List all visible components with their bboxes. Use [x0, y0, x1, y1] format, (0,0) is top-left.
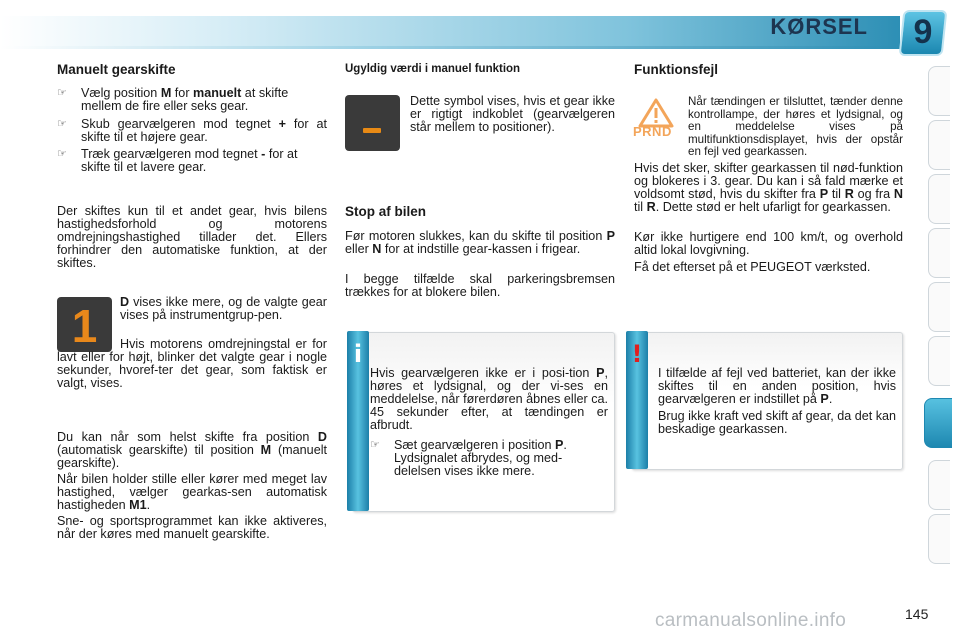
paragraph: Brug ikke kraft ved skift af gear, da det kan beskadige gearkassen. — [658, 409, 897, 436]
watermark: carmanualsonline.info — [655, 610, 847, 631]
chapter-tab[interactable] — [928, 228, 950, 278]
chapter-title: KØRSEL — [770, 14, 868, 39]
chapter-number: 9 — [913, 13, 933, 51]
paragraph: Dette symbol vises, hvis et gear ikke er rigtigt indkoblet (gearvælgeren står mellem to positioner). — [410, 94, 615, 134]
section-heading-stop: Stop af bilen — [345, 204, 426, 219]
section-heading-fault: Funktionsfejl — [634, 62, 718, 77]
paragraph: Når bilen holder stille eller kører med meget lav hastighed, vælger gearkas-sen automatisk hastigheden M1. — [57, 472, 327, 512]
paragraph: D vises ikke mere, og de valgte gear vises på instrumentgrup-pen. — [120, 295, 327, 322]
paragraph: Når tændingen er tilsluttet, tænder denne kontrollampe, der høres et lydsignal, og en meddelelse vises på multifunktionsdisplayet, hvis der opstår en fejl ved gearkassen. — [688, 95, 903, 159]
info-box — [352, 332, 615, 512]
paragraph: Før motoren slukkes, kan du skifte til position P eller N for at indstille gear-kassen i frigear. — [345, 229, 615, 256]
chapter-tab-active[interactable] — [924, 398, 952, 448]
paragraph: I tilfælde af fejl ved batteriet, kan der ikke skiftes til en anden position, hvis gearvælgeren er indstillet på P. — [658, 366, 896, 406]
paragraph: Hvis gearvælgeren ikke er i posi-tion P, høres et lydsignal, og der vi-ses en meddelelse, når førerdøren åbnes eller ca. 45 sekunder efter, at tændingen er afbrudt. — [370, 366, 608, 432]
invalid-gear-icon — [345, 95, 400, 151]
header-band — [0, 16, 900, 46]
paragraph: Kør ikke hurtigere end 100 km/t, og overhold altid lokal lovgivning. — [634, 230, 903, 257]
chapter-tab[interactable] — [928, 174, 950, 224]
chapter-tab[interactable] — [928, 460, 950, 510]
paragraph: Du kan når som helst skifte fra position D (automatisk gearskifte) til position M (manuelt gearskifte). — [57, 430, 327, 470]
chapter-tab[interactable] — [928, 336, 950, 386]
paragraph: Hvis motorens omdrejningstal er for lavt eller for højt, blinker det valgte gear i nogle sekunder, hvoref-ter det gear, som faktisk er valgt, vises. — [57, 337, 327, 390]
chapter-tab[interactable] — [928, 66, 950, 116]
prnd-label: PRND — [633, 124, 672, 139]
page-number: 145 — [905, 606, 929, 622]
hand-pointer-icon: ☞ — [57, 87, 67, 99]
header-line — [0, 46, 900, 49]
info-icon: i — [353, 340, 363, 368]
hand-pointer-icon: ☞ — [370, 439, 380, 451]
paragraph: Sne- og sportsprogrammet kan ikke aktiveres, når der køres med manuelt gearskifte. — [57, 514, 327, 541]
chapter-tabs — [928, 66, 960, 576]
hand-pointer-icon: ☞ — [57, 118, 67, 130]
exclamation-icon: ! — [631, 340, 643, 368]
warning-box — [631, 332, 903, 470]
hand-pointer-icon: ☞ — [57, 148, 67, 160]
paragraph: I begge tilfælde skal parkeringsbremsen trækkes for at blokere bilen. — [345, 272, 615, 299]
chapter-tab[interactable] — [928, 514, 950, 564]
gear-1-display-icon: 1 — [57, 297, 112, 352]
paragraph: Der skiftes kun til et andet gear, hvis bilens hastighedsforhold og motorens omdrejningshastighed tillader det. Ellers forhindrer den automatiske funktion, at der skiftes. — [57, 204, 327, 270]
page-header — [0, 0, 960, 58]
section-heading-manual: Manuelt gearskifte — [57, 62, 176, 77]
list-item: ☞ Træk gearvælgeren mod tegnet - for at skifte til et lavere gear. — [57, 147, 298, 174]
list-item: ☞ Skub gearvælgeren mod tegnet + for at skifte til et højere gear. — [57, 117, 327, 144]
list-item: ☞ Vælg position M for manuelt at skifte mellem de fire eller seks gear. — [57, 86, 289, 113]
list-item: ☞ Sæt gearvælgeren i position P. Lydsignalet afbrydes, og med-delelsen vises ikke mere. — [370, 438, 567, 478]
paragraph: Få det efterset på et PEUGEOT værksted. — [634, 260, 871, 274]
subheading-invalid: Ugyldig værdi i manuel funktion — [345, 63, 521, 75]
chapter-tab[interactable] — [928, 282, 950, 332]
paragraph: Hvis det sker, skifter gearkassen til nød-funktion og blokeres i 3. gear. Du kan i så fald mærke et voldsomt stød, hvis du skifter fra P til R og fra N til R. Dette stød er helt ufarligt for gearkassen. — [634, 161, 903, 214]
chapter-tab[interactable] — [928, 120, 950, 170]
